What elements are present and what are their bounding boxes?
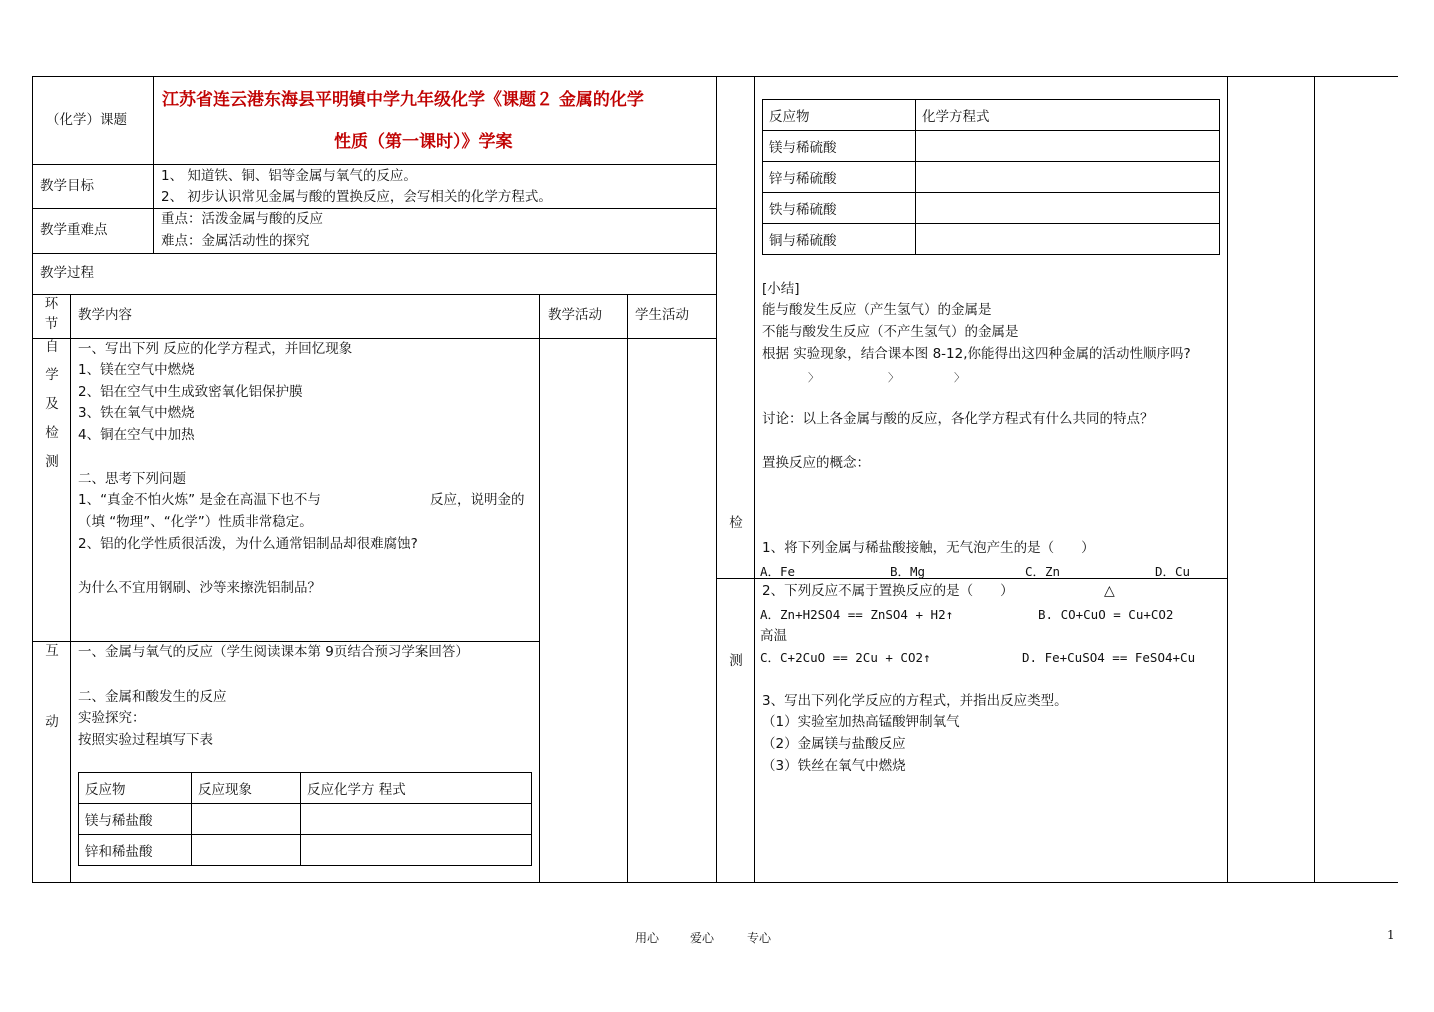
table-cell: 铜与稀硫酸 — [763, 224, 916, 255]
table-row — [763, 100, 1220, 131]
table-row — [763, 224, 1220, 255]
table-row — [79, 835, 532, 866]
footer-word: 爱心 — [690, 931, 715, 945]
q3-item: （2）金属镁与盐酸反应 — [762, 736, 906, 752]
page-title-line2: 性质（第一课时）》学案 — [334, 132, 513, 152]
q1-option: C．Zn — [1025, 564, 1061, 579]
objective-1: 1、 知道铁、铜、铝等金属与氧气的反应。 — [161, 168, 417, 184]
q2-option-a: A．Zn+H2SO4 == ZnSO4 + H2↑ — [760, 607, 954, 622]
stage-char: 互 — [45, 643, 59, 659]
table-cell: 镁与稀硫酸 — [763, 131, 916, 162]
q2-option-c: C．C+2CuO == 2Cu + CO2↑ — [760, 650, 931, 665]
question-3: 3、写出下列化学反应的方程式，并指出反应类型。 — [762, 693, 1068, 709]
stage-char: 自 — [45, 339, 59, 355]
stage-char: 测 — [729, 653, 743, 669]
heat-triangle-icon: △ — [1104, 583, 1115, 599]
student-activity-header: 学生活动 — [635, 307, 689, 323]
self-line: 一、写出下列 反应的化学方程式，并回忆现象 — [78, 341, 353, 357]
q1-option: B．Mg — [890, 564, 926, 579]
table-row — [79, 773, 532, 804]
table-cell — [916, 224, 1220, 255]
stage-char: 检 — [45, 425, 59, 441]
row-line-3 — [32, 253, 716, 254]
order-mark: 〉 — [954, 371, 965, 384]
stage-char: 及 — [45, 396, 59, 412]
table-cell — [192, 804, 301, 835]
footer-word: 用心 — [635, 931, 660, 945]
summary-heading: [小结] — [762, 281, 800, 297]
acid-hcl-table — [78, 772, 532, 866]
teacher-activity-header: 教学活动 — [548, 307, 602, 323]
table-header-cell: 反应物 — [763, 100, 916, 131]
top-border — [32, 76, 1398, 77]
q3-item: （3）铁丝在氧气中燃烧 — [762, 758, 906, 774]
table-cell — [301, 835, 532, 866]
student-col-divider — [627, 294, 628, 883]
table-cell: 镁与稀盐酸 — [79, 804, 192, 835]
acid-h2so4-table — [762, 99, 1220, 255]
table-cell: 锌与稀硫酸 — [763, 162, 916, 193]
key-point: 重点：活泼金属与酸的反应 — [161, 211, 323, 227]
self-line: 二、思考下列问题 — [78, 471, 186, 487]
content-header: 教学内容 — [78, 307, 132, 323]
right-stage-divider — [754, 76, 755, 883]
order-mark: 〉 — [808, 371, 819, 384]
page-number: 1 — [1387, 928, 1395, 942]
self-line: 3、铁在氧气中燃烧 — [78, 405, 195, 421]
self-line: （填 “物理”、“化学”）性质非常稳定。 — [78, 514, 313, 530]
self-line: 2、铝在空气中生成致密氧化铝保护膜 — [78, 384, 303, 400]
table-cell — [916, 162, 1220, 193]
summary-line: 能与酸发生反应（产生氢气）的金属是 — [762, 302, 992, 318]
interact-line: 二、金属和酸发生的反应 — [78, 689, 227, 705]
right-col-divider-1 — [1227, 76, 1228, 883]
q2-condition-note: 高温 — [760, 628, 787, 644]
concept-text: 置换反应的概念： — [762, 455, 870, 471]
self-line: 2、铝的化学性质很活泼，为什么通常铝制品却很难腐蚀? — [78, 536, 418, 552]
table-row — [763, 131, 1220, 162]
table-row — [763, 193, 1220, 224]
table-header-cell: 反应物 — [79, 773, 192, 804]
table-cell — [916, 131, 1220, 162]
interact-line: 实验探究： — [78, 710, 146, 726]
table-header-cell: 反应化学方 程式 — [301, 773, 532, 804]
stage-char: 检 — [729, 515, 743, 531]
objectives-label: 教学目标 — [40, 178, 94, 194]
self-line: 4、铜在空气中加热 — [78, 427, 195, 443]
teacher-col-divider — [539, 294, 540, 883]
footer-word: 专心 — [747, 931, 772, 945]
page-title-line1: 江苏省连云港东海县平明镇中学九年级化学《课题２ 金属的化学 — [162, 90, 644, 110]
stage-char: 测 — [45, 454, 59, 470]
table-row — [79, 804, 532, 835]
right-col-divider-2 — [1314, 76, 1315, 883]
table-header-cell: 反应现象 — [192, 773, 301, 804]
stage-header — [33, 294, 70, 334]
question-2: 2、下列反应不属于置换反应的是（ ） — [762, 583, 1014, 599]
course-label: （化学）课题 — [46, 112, 127, 128]
q1-option: D．Cu — [1155, 564, 1191, 579]
self-line: 为什么不宜用钢刷、沙等来擦洗铝制品？ — [78, 580, 321, 596]
self-line: 1、“真金不怕火炼” 是金在高温下也不与 — [78, 492, 321, 508]
bottom-border — [32, 882, 1398, 883]
discussion-text: 讨论：以上各金属与酸的反应，各化学方程式有什么共同的特点？ — [762, 411, 1154, 427]
keypoints-label: 教学重难点 — [40, 222, 108, 238]
interact-line: 一、金属与氧气的反应（学生阅读课本第 9页结合预习学案回答） — [78, 644, 469, 660]
row-line-4 — [32, 294, 716, 295]
difficult-point: 难点：金属活动性的探究 — [161, 233, 310, 249]
q2-option-b: B. CO+CuO = Cu+CO2 — [1038, 607, 1174, 622]
row-line-1 — [32, 164, 716, 165]
middle-divider — [716, 76, 717, 883]
summary-line: 不能与酸发生反应（不产生氢气）的金属是 — [762, 324, 1019, 340]
table-cell — [916, 193, 1220, 224]
row-line-2 — [32, 208, 716, 209]
process-label: 教学过程 — [40, 265, 94, 281]
q1-option: A．Fe — [760, 564, 796, 579]
table-row — [763, 162, 1220, 193]
self-line: 反应，说明金的 — [430, 492, 525, 508]
order-mark: 〉 — [888, 371, 899, 384]
stage-header-text: 环节 — [44, 296, 59, 332]
objective-2: 2、 初步认识常见金属与酸的置换反应，会写相关的化学方程式。 — [161, 189, 552, 205]
q2-option-d: D. Fe+CuSO4 == FeSO4+Cu — [1022, 650, 1196, 665]
stage-char: 学 — [45, 367, 59, 383]
q3-item: （1）实验室加热高锰酸钾制氧气 — [762, 714, 960, 730]
table-cell — [192, 835, 301, 866]
left-border — [32, 76, 33, 883]
self-line: 1、镁在空气中燃烧 — [78, 362, 195, 378]
table-cell: 锌和稀盐酸 — [79, 835, 192, 866]
summary-line: 根据 实验现象，结合课本图 8-12,你能得出这四种金属的活动性顺序吗? — [762, 346, 1191, 362]
question-1: 1、将下列金属与稀盐酸接触，无气泡产生的是（ ） — [762, 540, 1095, 556]
stage-char: 动 — [45, 714, 59, 730]
table-cell — [301, 804, 532, 835]
table-header-cell: 化学方程式 — [916, 100, 1220, 131]
interact-line: 按照实验过程填写下表 — [78, 732, 213, 748]
table-cell: 铁与稀硫酸 — [763, 193, 916, 224]
